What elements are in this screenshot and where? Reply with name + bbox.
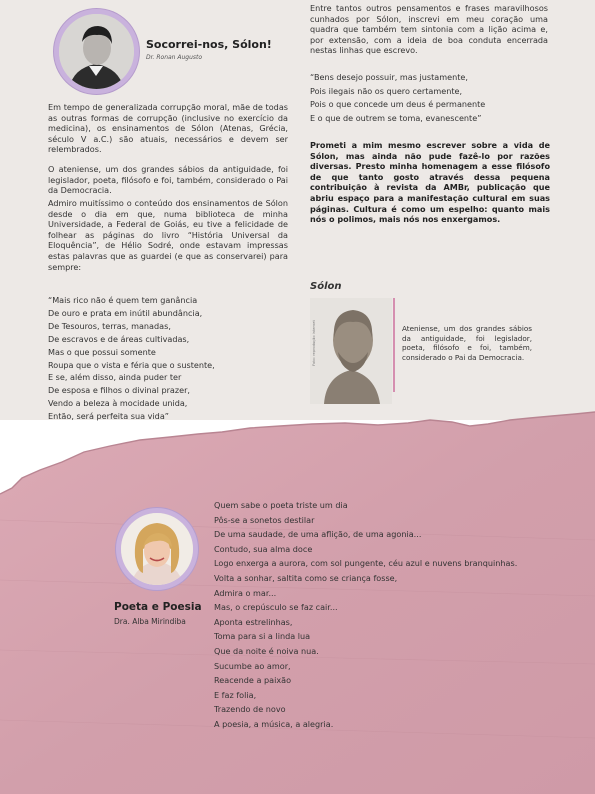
solon-quatrain xyxy=(310,71,550,125)
solon-bust-image xyxy=(310,298,392,404)
poem-line: De ouro e prata em inútil abundância, xyxy=(48,307,203,318)
quatrain-line: E o que de outrem se toma, evanescente” xyxy=(310,112,482,123)
solon-box-title: Sólon xyxy=(310,281,342,292)
poem-author: Dra. Alba Mirindiba xyxy=(114,617,186,626)
poem-line: Sucumbe ao amor, xyxy=(214,660,291,671)
poem-line: E faz folia, xyxy=(214,689,257,700)
poem-line: De esposa e filhos o divinal prazer, xyxy=(48,385,191,396)
poem-line: Admira o mar... xyxy=(214,587,277,598)
author-avatar-ronan xyxy=(54,9,139,94)
poem-line: Quem sabe o poeta triste um dia xyxy=(214,500,348,510)
accent-line xyxy=(393,298,395,392)
paragraph-1: Em tempo de generalizada corrupção moral, mãe de todas as outras formas de corrupção (inclusive no exercício da medicina), os ensinamentos de Sólon (Atenas, Grécia, século V a.C.) são atuais, necessários e devem ser relembrados. xyxy=(48,102,288,155)
poem-line: De Tesouros, terras, manadas, xyxy=(48,320,171,331)
column2-intro: Entre tantos outros pensamentos e frases maravilhosos cunhados por Sólon, inscrevi em meu coração uma quadra que também tem sintonia com a lição acima e, por extensão, com a ideia de boa conduta encerrada nestas linhas que escrevo. xyxy=(310,3,548,56)
poem-line: E se, além disso, ainda puder ter xyxy=(48,372,182,383)
article-title: Socorrei-nos, Sólon! xyxy=(146,38,272,51)
poem-line: Aponta estrelinhas, xyxy=(214,616,293,627)
solon-poem xyxy=(48,294,293,423)
paragraph-2: O ateniense, um dos grandes sábios da antiguidade, foi legislador, poeta, filósofo e foi, também, considerado o Pai da Democracia. xyxy=(48,164,288,196)
poem-line: Que da noite é noiva nua. xyxy=(214,645,319,656)
poem-line: De escravos e de áreas cultivadas, xyxy=(48,333,190,344)
paragraph-3: Admiro muitíssimo o conteúdo dos ensinamentos de Sólon desde o dia em que, numa biblioteca de minha Universidade, a Federal de Goiás, eu tive a felicidade de folhear as páginas do livro “História Universal da Eloquência”, de Hélio Sodré, onde estavam impressas estas palavras que as guardei (e que as conservarei) para sempre: xyxy=(48,198,288,272)
poem-line: Reacende a paixão xyxy=(214,675,292,686)
poem-line: Contudo, sua alma doce xyxy=(214,543,313,554)
bust-icon xyxy=(310,298,392,404)
closing-paragraph: Prometi a mim mesmo escrever sobre a vida de Sólon, mas ainda não pude fazê-lo por razões diversas. Presto minha homenagem a esse filósofo de que tanto gosto através dessa pequena contribuição à revista da AMBr, publicação que abriu espaço para a manifestação cultural em suas páginas. Cultura é como um espelho: quanto mais nós o polimos, mais nós nos enxergamos. xyxy=(310,140,550,225)
poem-line: Vendo a beleza à mocidade unida, xyxy=(48,398,188,409)
woman-portrait-icon xyxy=(121,513,193,585)
quatrain-line: “Bens desejo possuir, mas justamente, xyxy=(310,72,468,82)
photo-credit: Foto: reprodução internet xyxy=(312,320,316,366)
poem-line: Mas o que possui somente xyxy=(48,346,156,357)
poem-line: Pôs-se a sonetos destilar xyxy=(214,514,315,525)
poem-line: Então, será perfeita sua vida” xyxy=(48,411,169,422)
poem-title: Poeta e Poesia xyxy=(114,601,202,613)
poem-line: De uma saudade, de uma aflição, de uma agonia... xyxy=(214,529,422,540)
article-author: Dr. Ronan Augusto xyxy=(146,54,203,61)
poem-body xyxy=(214,498,517,732)
author-avatar-alba xyxy=(116,508,198,590)
poem-line: Logo enxerga a aurora, com sol pungente, céu azul e nuvens branquinhas. xyxy=(214,558,518,569)
poem-line: Trazendo de novo xyxy=(214,704,286,715)
poem-line: Toma para si a linda lua xyxy=(214,631,311,642)
man-portrait-icon xyxy=(59,14,134,89)
poem-line: Mas, o crepúsculo se faz cair... xyxy=(214,602,338,613)
poem-line: Volta a sonhar, saltita como se criança fosse, xyxy=(214,572,398,583)
poem-line: A poesia, a música, a alegria. xyxy=(214,718,334,729)
poem-line: “Mais rico não é quem tem ganância xyxy=(48,295,198,305)
quatrain-line: Pois o que concede um deus é permanente xyxy=(310,99,486,110)
poem-line: Roupa que o vista e féria que o sustente, xyxy=(48,359,215,370)
quatrain-line: Pois ilegais não os quero certamente, xyxy=(310,85,463,96)
solon-caption: Ateniense, um dos grandes sábios da antiguidade, foi legislador, poeta, filósofo e foi, também, considerado o Pai da Democracia. xyxy=(402,324,532,362)
